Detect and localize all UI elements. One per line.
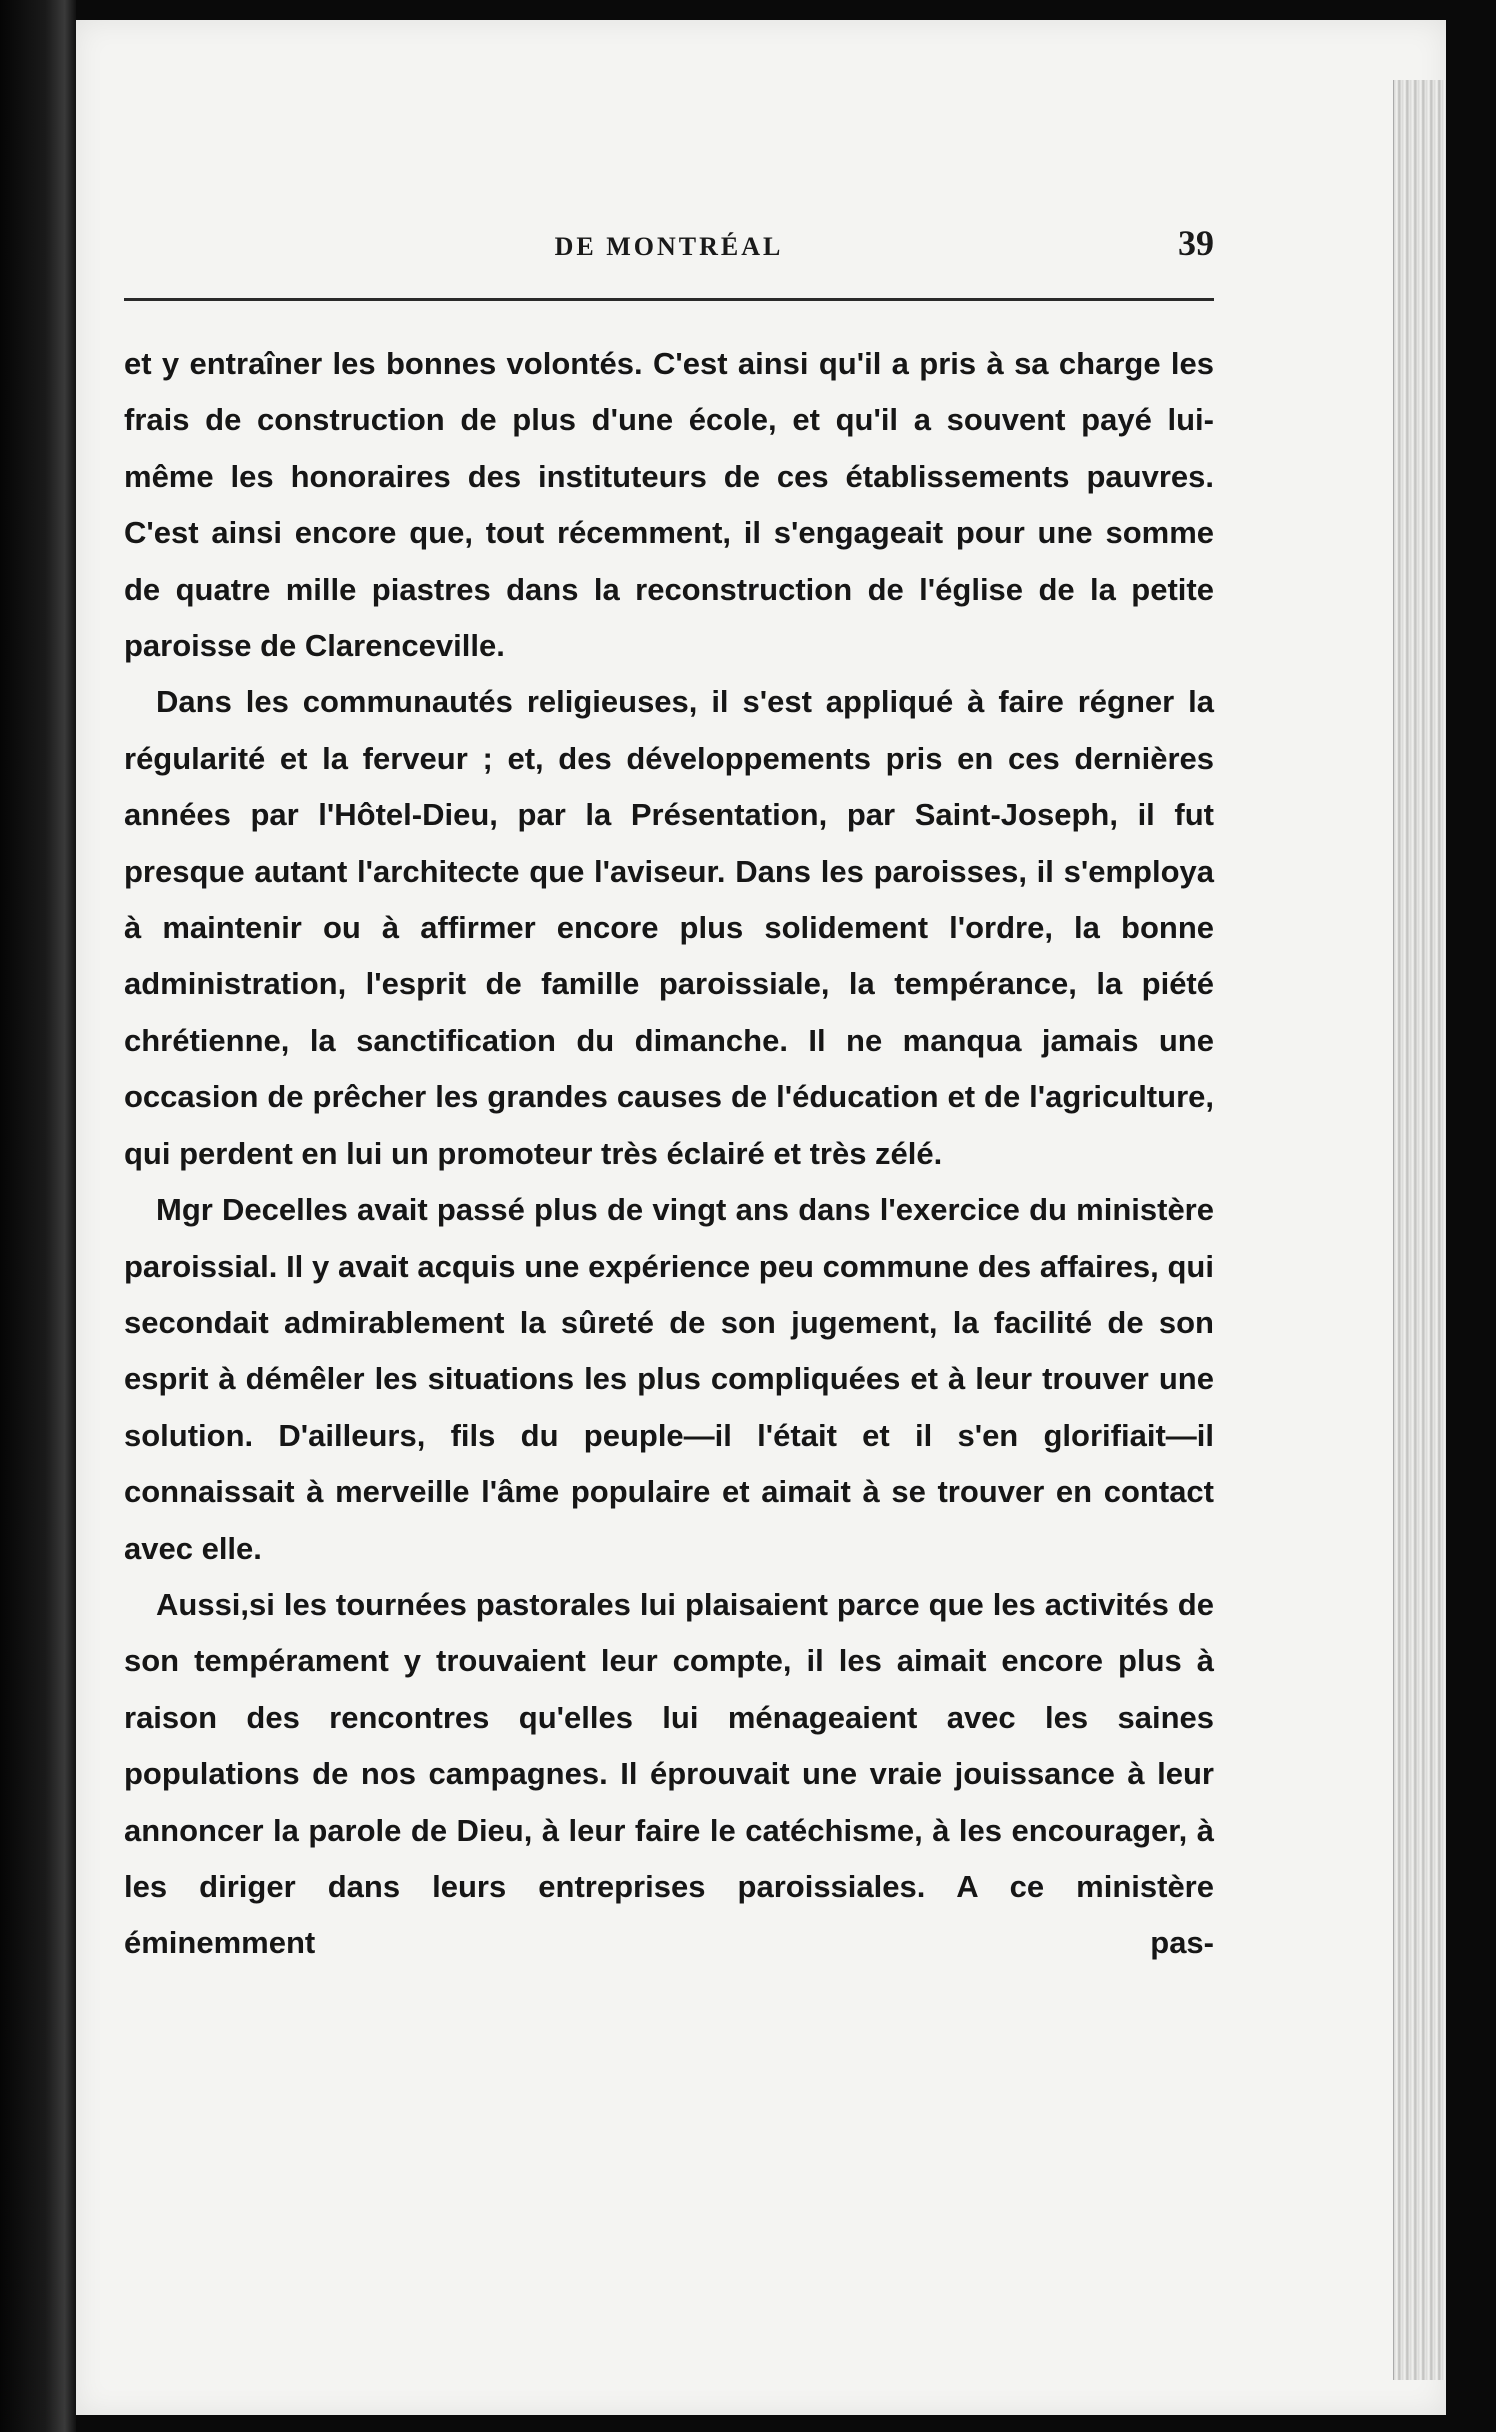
body-text — [124, 336, 1214, 1972]
paragraph-3: Mgr Decelles avait passé plus de vingt ans dans l'exercice du ministère paroissial. Il y avait acquis une expérience peu commune des affaires, qui secondait admirablement la sûreté de son jugement, la facilité de son esprit à démêler les situations les plus compliquées et à leur trouver une solution. D'ailleurs, fils du peuple—il l'était et il s'en glorifiait—il connaissait à merveille l'âme populaire et aimait à se trouver en contact avec elle. — [124, 1192, 1214, 1566]
page-stack-edge — [1393, 80, 1446, 2380]
running-title: DE MONTRÉAL — [554, 232, 784, 261]
paragraph-4: Aussi,si les tournées pastorales lui plaisaient parce que les activités de son tempérament y trouvaient leur compte, il les aimait encore plus à raison des rencontres qu'elles lui ménageaient avec les saines populations de nos campagnes. Il éprouvait une vraie jouissance à leur annoncer la parole de Dieu, à leur faire le catéchisme, à les encourager, à les diriger dans leurs entreprises paroissiales. A ce ministère éminemment pas- — [124, 1586, 1214, 1961]
paragraph-1: et y entraîner les bonnes volontés. C'est ainsi qu'il a pris à sa charge les frais de construction de plus d'une école, et qu'il a souvent payé lui-même les honoraires des instituteurs de ces établissements pauvres. C'est ainsi encore que, tout récemment, il s'engageait pour une somme de quatre mille piastres dans la reconstruction de l'église de la petite paroisse de Clarenceville. — [124, 346, 1214, 664]
paragraph-2: Dans les communautés religieuses, il s'est appliqué à faire régner la régularité et la ferveur ; et, des développements pris en ces dernières années par l'Hôtel-Dieu, par la Présentation, par Saint-Joseph, il fut presque autant l'architecte que l'aviseur. Dans les paroisses, il s'employa à maintenir ou à affirmer encore plus solidement l'ordre, la bonne administration, l'esprit de famille paroissiale, la tempérance, la piété chrétienne, la sanctification du dimanche. Il ne manqua jamais une occasion de prêcher les grandes causes de l'éducation et de l'agriculture, qui perdent en lui un promoteur très éclairé et très zélé. — [124, 684, 1214, 1171]
book-binding-edge — [0, 0, 76, 2432]
page-number: 39 — [1178, 223, 1214, 263]
header-rule — [124, 298, 1214, 301]
page-header — [124, 218, 1214, 278]
